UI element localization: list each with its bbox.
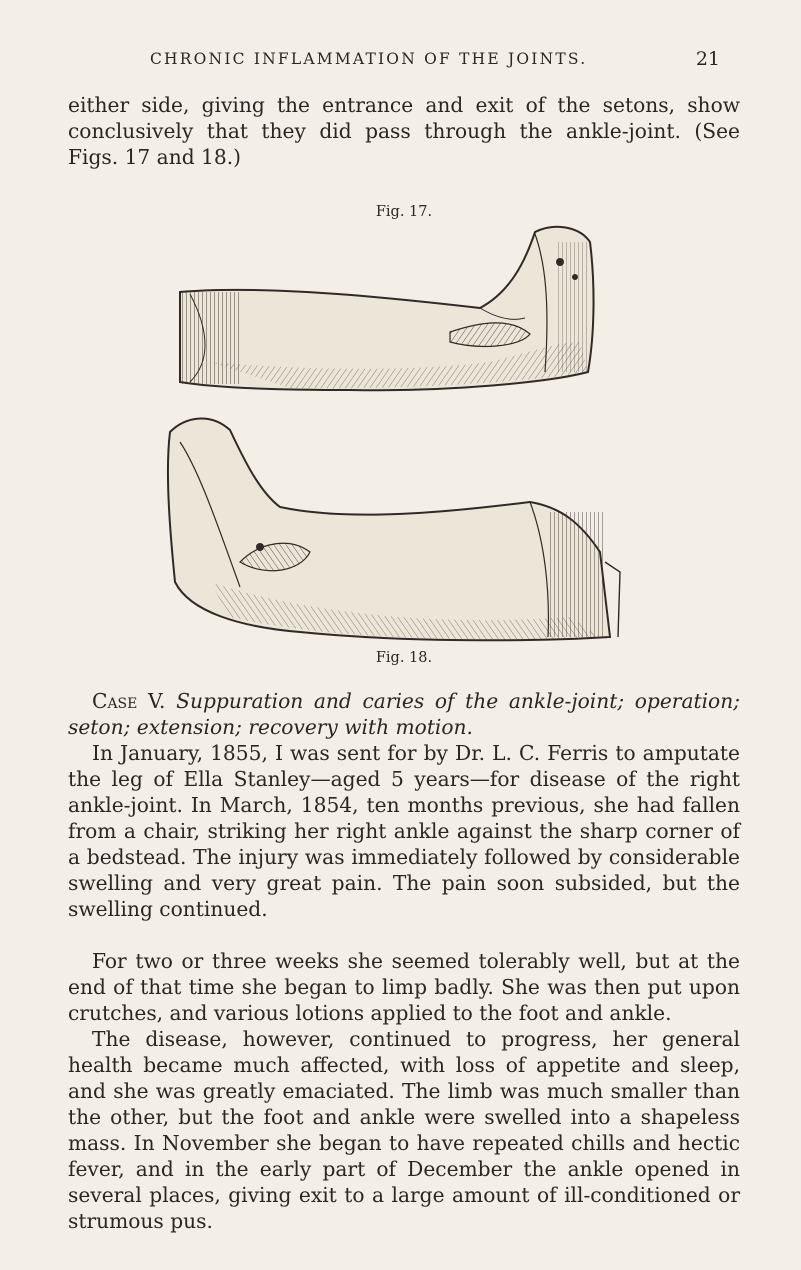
header-title: CHRONIC INFLAMMATION OF THE JOINTS. <box>150 50 588 68</box>
fig-18-label: Fig. 18. <box>375 650 433 666</box>
page-number: 21 <box>695 48 720 70</box>
running-header <box>150 50 720 68</box>
fig-17-illustration <box>150 222 620 402</box>
paragraph-1: In January, 1855, I was sent for by Dr. L. C. Ferris to amputate the leg of Ella Stanley—aged 5 years—for disease of the right ankle-joint. In March, 1854, ten months previous, she had fallen from a chair, striking her right ankle against the sharp corner of a bedstead. The injury was immediately followed by considerable swelling and very great pain. The pain soon subsided, but the swelling continued. <box>68 741 740 921</box>
case-title: Suppuration and caries of the ankle-joint; operation; seton; extension; recovery with motion. <box>68 689 741 739</box>
fig-18-illustration <box>150 412 650 642</box>
fig-17-label: Fig. 17. <box>375 204 433 220</box>
case-number: Case V. <box>92 689 166 713</box>
paragraph-2: For two or three weeks she seemed tolerably well, but at the end of that time she began to limp badly. She was then put upon crutches, and various lotions applied to the foot and ankle. <box>68 949 740 1025</box>
case-heading <box>68 688 740 740</box>
paragraph-3: The disease, however, continued to progress, her general health became much affected, with loss of appetite and sleep, and she was greatly emaciated. The limb was much smaller than the other, but the foot and ankle were swelled into a shapeless mass. In November she began to have repeated chills and hectic fever, and in the early part of December the ankle opened in several places, giving exit to a large amount of ill-conditioned or strumous pus. <box>68 1027 740 1233</box>
intro-paragraph: either side, giving the entrance and exit of the setons, show conclusively that they did pass through the ankle-joint. (See Figs. 17 and 18.) <box>68 93 740 169</box>
